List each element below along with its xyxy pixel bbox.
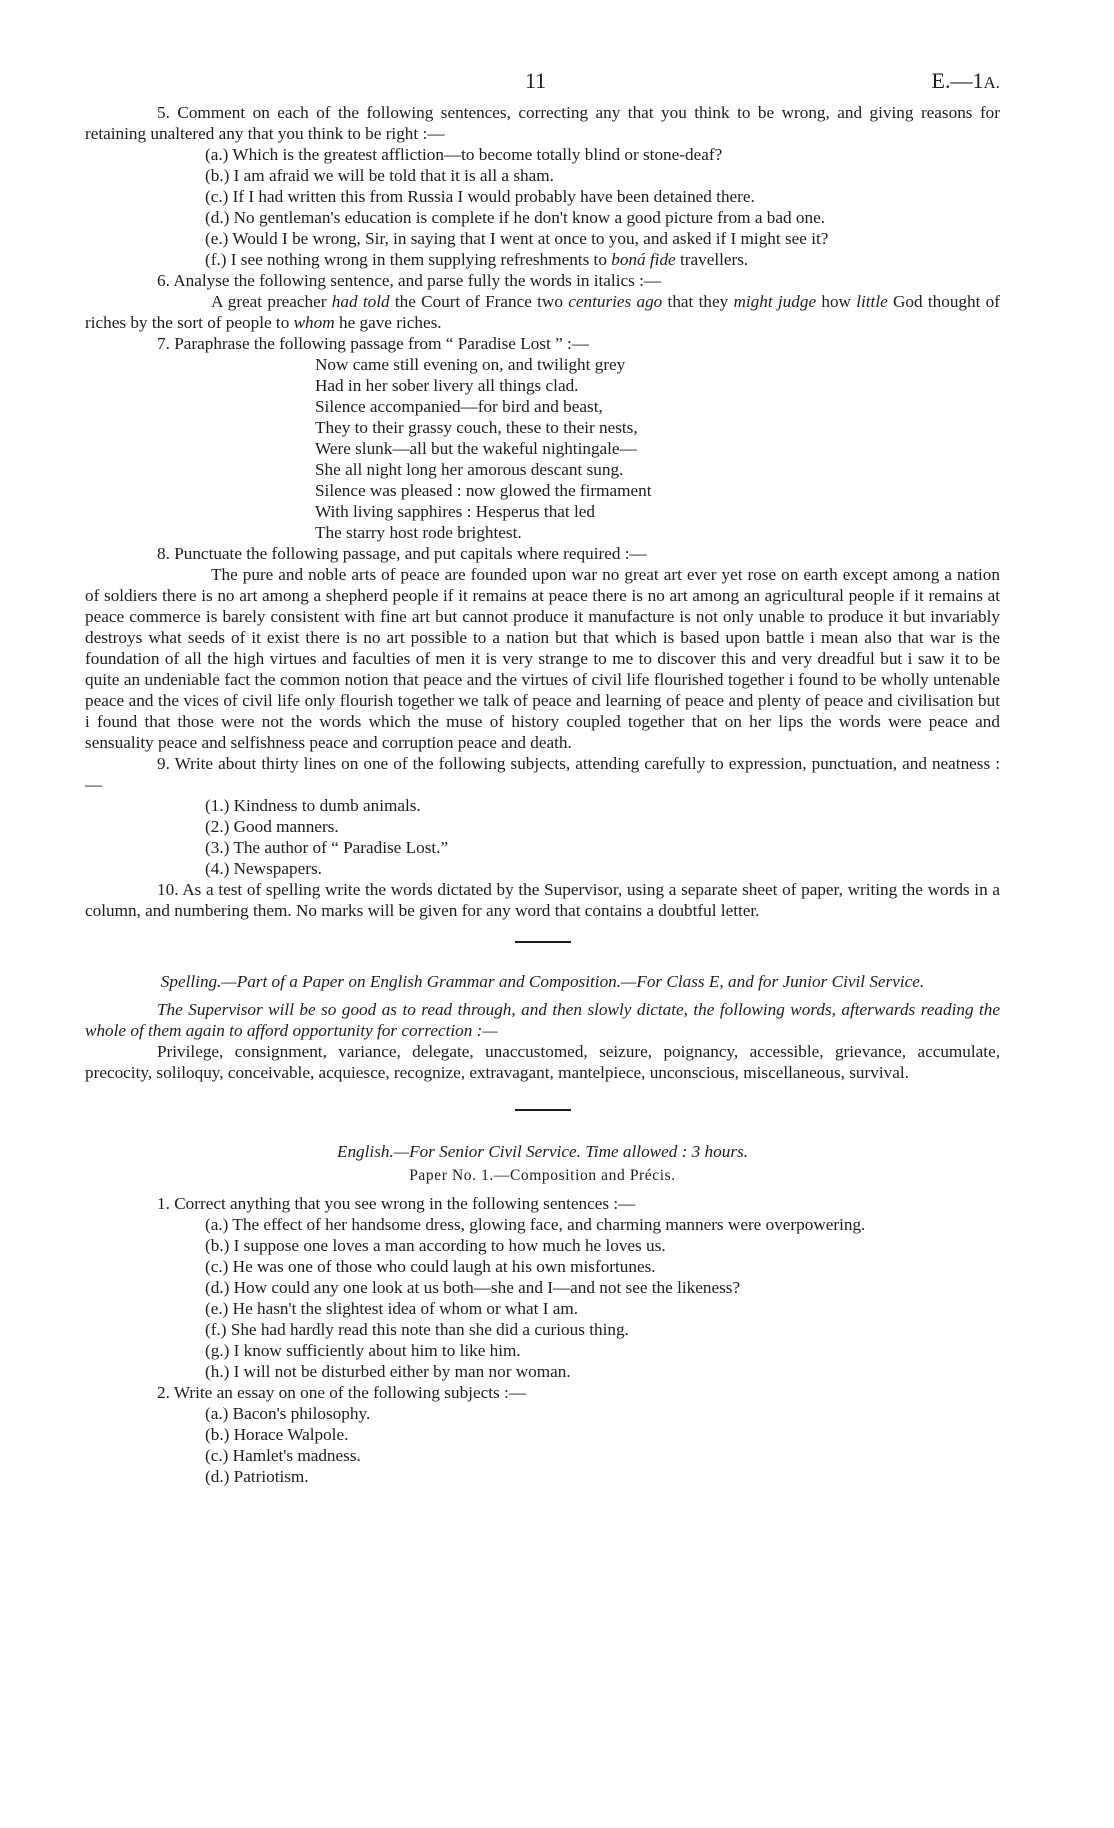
q6-sentence: A great preacher had told the Court of France two centuries ago that they might judge how little God thought of riches by the sort of people to whom he gave riches. (85, 292, 1000, 332)
q8-intro: 8. Punctuate the following passage, and put capitals where required :— (157, 544, 647, 563)
q9-intro: 9. Write about thirty lines on one of the following subjects, attending carefully to expression, punctuation, and neatness :— (85, 754, 1000, 794)
poem-line: They to their grassy couch, these to their nests, (315, 418, 638, 437)
q5-item-e: (e.) Would I be wrong, Sir, in saying that I went at once to you, and asked if I might see it? (205, 229, 829, 248)
poem-line: Had in her sober livery all things clad. (315, 376, 579, 395)
poem-line: Silence was pleased : now glowed the firmament (315, 481, 652, 500)
page-number: 11 (525, 68, 547, 93)
q6-intro: 6. Analyse the following sentence, and parse fully the words in italics :— (157, 271, 662, 290)
q9-item: (1.) Kindness to dumb animals. (205, 796, 421, 815)
poem-passage (85, 354, 1000, 543)
poem-line: Were slunk—all but the wakeful nightingale— (315, 439, 637, 458)
senior-q2-item: (a.) Bacon's philosophy. (205, 1404, 371, 1423)
senior-q1-item: (e.) He hasn't the slightest idea of whom or what I am. (205, 1299, 579, 1318)
q5-item-c: (c.) If I had written this from Russia I would probably have been detained there. (205, 187, 755, 206)
spelling-heading: Spelling.—Part of a Paper on English Grammar and Composition.—For Class E, and for Junior Civil Service. (160, 972, 925, 991)
senior-q1-item: (d.) How could any one look at us both—she and I—and not see the likeness? (205, 1278, 741, 1297)
q5-item-b: (b.) I am afraid we will be told that it is all a sham. (205, 166, 554, 185)
senior-q1-item: (c.) He was one of those who could laugh at his own misfortunes. (205, 1257, 656, 1276)
section-divider (515, 1109, 571, 1111)
poem-line: With living sapphires : Hesperus that led (315, 502, 595, 521)
paper-title: Paper No. 1.—Composition and Précis. (409, 1167, 676, 1184)
poem-line: Now came still evening on, and twilight grey (315, 355, 626, 374)
senior-heading: English.—For Senior Civil Service. Time allowed : 3 hours. (336, 1142, 749, 1161)
senior-q1-item: (h.) I will not be disturbed either by man nor woman. (205, 1362, 571, 1381)
q9-item: (2.) Good manners. (205, 817, 339, 836)
senior-q1-item: (b.) I suppose one loves a man according to how much he loves us. (205, 1236, 666, 1255)
poem-line: Silence accompanied—for bird and beast, (315, 397, 603, 416)
q9-item: (3.) The author of “ Paradise Lost.” (205, 838, 449, 857)
senior-q2-item: (d.) Patriotism. (205, 1467, 309, 1486)
section-divider (515, 941, 571, 943)
q9-item: (4.) Newspapers. (205, 859, 322, 878)
q5-item-a: (a.) Which is the greatest affliction—to become totally blind or stone-deaf? (205, 145, 723, 164)
q5-item-d: (d.) No gentleman's education is complete if he don't know a good picture from a bad one. (205, 208, 825, 227)
poem-line: The starry host rode brightest. (315, 523, 522, 542)
q10-text: 10. As a test of spelling write the words dictated by the Supervisor, using a separate sheet of paper, writing the words in a column, and numbering them. No marks will be given for any word that contains a doubtful letter. (85, 880, 1000, 920)
senior-q1-intro: 1. Correct anything that you see wrong in the following sentences :— (157, 1194, 636, 1213)
page-header (85, 64, 1000, 102)
poem-line: She all night long her amorous descant sung. (315, 460, 624, 479)
q7-intro: 7. Paraphrase the following passage from “ Paradise Lost ” :— (157, 334, 589, 353)
q5-intro: 5. Comment on each of the following sentences, correcting any that you think to be wrong, and giving reasons for retaining unaltered any that you think to be right :— (85, 103, 1000, 143)
q5-item-f: (f.) I see nothing wrong in them supplying refreshments to boná fide travellers. (205, 250, 749, 269)
senior-q1-item-a: (a.) The effect of her handsome dress, glowing face, and charming manners were overpowering. (205, 1215, 866, 1234)
spelling-word-list: Privilege, consignment, variance, delegate, unaccustomed, seizure, poignancy, accessible, grievance, accumulate, precocity, soliloquy, conceivable, acquiesce, recognize, extravagant, mantelpiece, unconscious, miscellaneous, survival. (85, 1042, 1000, 1082)
senior-q1-item: (f.) She had hardly read this note than she did a curious thing. (205, 1320, 629, 1339)
document-reference: E.—1A. (931, 68, 1000, 93)
q8-passage: The pure and noble arts of peace are founded upon war no great art ever yet rose on earth except among a nation of soldiers there is no art among a shepherd people if it remains at peace there is no art among an agricultural people if it remains at peace commerce is barely consistent with fine art but cannot produce it manufacture is not only unable to produce it but invariably destroys what seeds of it exist there is no art possible to a nation but that which is based upon battle i mean also that war is the foundation of all the high virtues and faculties of men it is very strange to me to discover this and very dreadful but i saw it to be quite an undeniable fact the common notion that peace and the virtues of civil life flourished together i found to be wholly untenable peace and the vices of civil life only flourish together we talk of peace and learning of peace and plenty of peace and civilisation but i found that those were not the words which the muse of history coupled together that on her lips the words were peace and sensuality peace and selfishness peace and corruption peace and death. (85, 565, 1000, 752)
senior-q2-item: (b.) Horace Walpole. (205, 1425, 349, 1444)
senior-q2-intro: 2. Write an essay on one of the following subjects :— (157, 1383, 526, 1402)
spelling-instruction: The Supervisor will be so good as to read through, and then slowly dictate, the following words, afterwards reading the whole of them again to afford opportunity for correction :— (85, 1000, 1000, 1040)
senior-q1-item: (g.) I know sufficiently about him to like him. (205, 1341, 521, 1360)
senior-q2-item: (c.) Hamlet's madness. (205, 1446, 361, 1465)
